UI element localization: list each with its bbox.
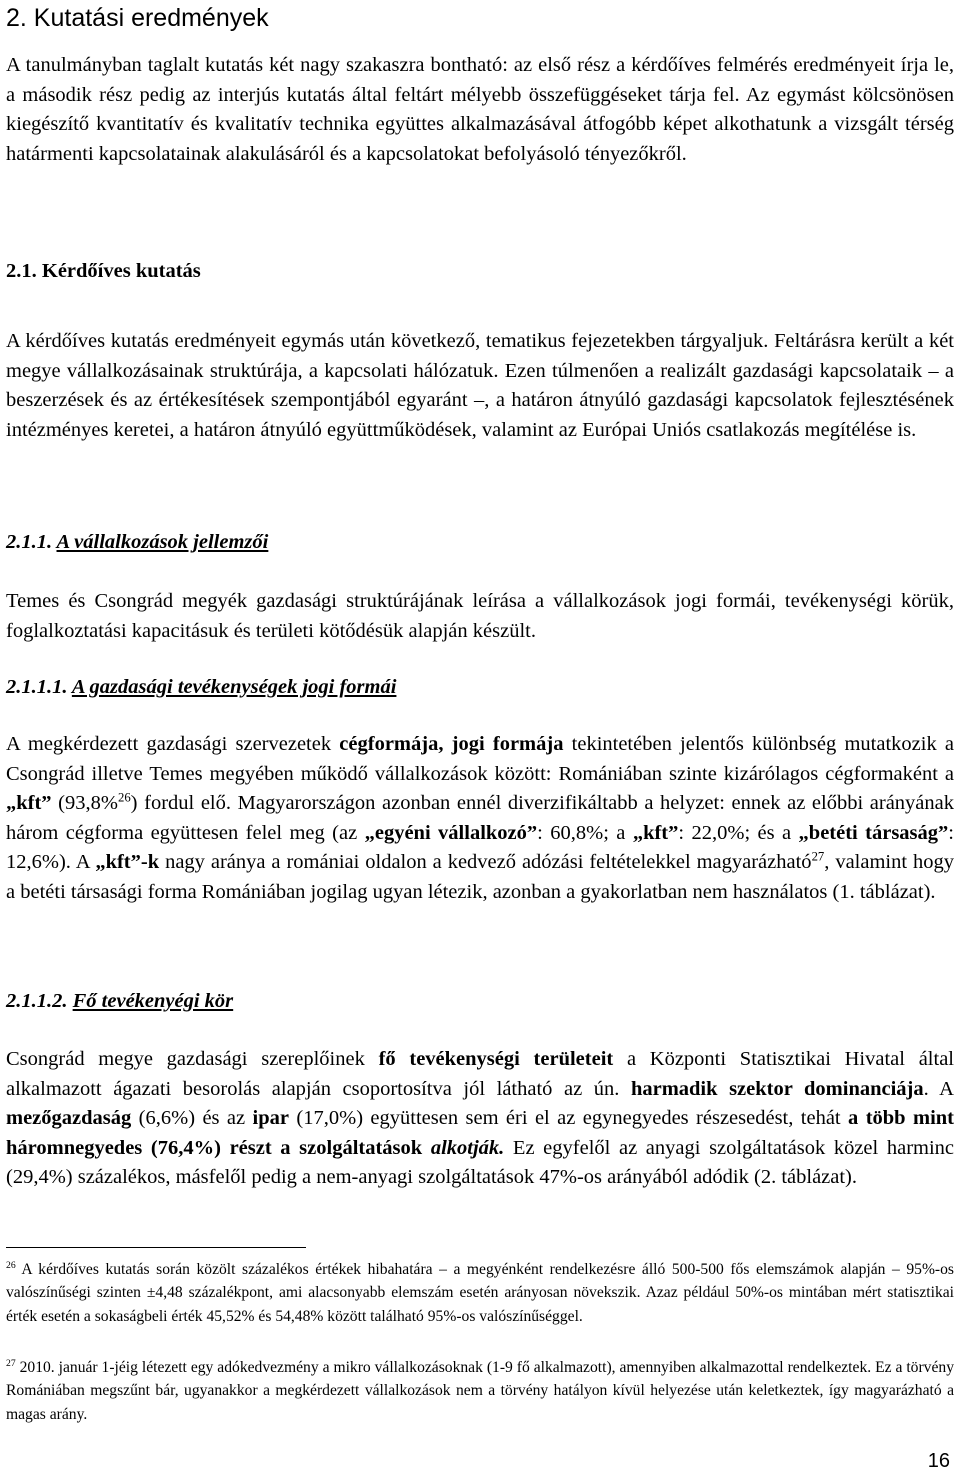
section-number: 2.1.1.: [6, 531, 53, 553]
emphasis: ipar: [252, 1107, 289, 1129]
section-heading-2-1-1-2: [6, 987, 954, 1017]
footnote-ref-27: 27: [811, 849, 825, 864]
emphasis: „betéti társaság”: [798, 821, 949, 844]
emphasis: alkotják.: [430, 1136, 505, 1159]
footnote-26: [6, 1258, 954, 1328]
text-run: a Központi Statisztikai Hivatal által alkalmazott ágazati besorolás alapján csoportosítva jól látható az ún.: [6, 1048, 954, 1100]
emphasis: „kft”: [632, 821, 679, 844]
activity-paragraph: [6, 1045, 954, 1193]
footnote-text: A kérdőíves kutatás során közölt százalékos értékek hibahatára – a megyénként rendelkezésre álló 500-500 fős elemszámok alapján – 95%-os valószínűségi szinten ±4,48 százalékpont, ami alacsonyabb elemszám esetén arányosan növekszik. Azaz például 50%-os mintában mért statisztikai érték esetén a sokaságbeli érték 45,52% és 54,48% között található 95%-os valószínűséggel.: [6, 1261, 954, 1325]
emphasis: „kft”: [6, 792, 52, 814]
text-run: : 60,8%; a: [537, 821, 633, 844]
emphasis: harmadik szektor dominanciája: [630, 1077, 924, 1100]
section-number: 2.1.1.1.: [6, 676, 68, 698]
text-run: (17,0%) együttesen sem éri el az egynegyedes részesedést, tehát: [289, 1107, 849, 1129]
section-title: A vállalkozások jellemzői: [56, 531, 269, 553]
text-run: . A: [923, 1077, 954, 1100]
text-run: Csongrád megye gazdasági szereplőinek: [6, 1048, 379, 1070]
main-heading: 2. Kutatási eredmények: [6, 4, 269, 32]
footnote-mark: 26: [6, 1260, 16, 1272]
section-number: 2.1.1.2.: [6, 990, 68, 1012]
section-2-1-1-paragraph: Temes és Csongrád megyék gazdasági struktúrájának leírása a vállalkozások jogi formái, tevékenységi körük, foglalkoztatási kapacitásuk és területi kötődésük alapján készült.: [6, 590, 954, 642]
text-run: (6,6%) és az: [131, 1107, 253, 1129]
legal-forms-paragraph: [6, 730, 954, 907]
text-run: (93,8%: [51, 792, 118, 814]
section-heading-2-1: 2.1. Kérdőíves kutatás: [6, 260, 201, 282]
text-run: ) fordul elő. Magyarországon azonban ennél diverzifikáltabb a helyzet: ennek az előbbi arányának három cégforma együttesen felel meg (az: [6, 792, 955, 844]
text-run: Ez egyfelől az anyagi szolgáltatások közel harminc (29,4%) százalékos, másfelől pedig a nem-anyagi szolgáltatások 47%-os arányából adódik (2. táblázat).: [6, 1136, 955, 1188]
text-run: , valamint hogy a betéti társasági forma Romániában jogilag ugyan létezik, azonban a gyakorlatban nem használatos (1. táblázat).: [6, 851, 954, 903]
emphasis: mezőgazdaság: [6, 1107, 132, 1129]
footnote-ref-26: 26: [117, 790, 131, 805]
section-title: Fő tevékenyégi kör: [72, 990, 234, 1012]
page-number: 16: [927, 1450, 950, 1472]
emphasis: cégformája, jogi formája: [339, 733, 564, 755]
footnote-27: [6, 1356, 954, 1426]
intro-paragraph: A tanulmányban taglalt kutatás két nagy szakaszra bontható: az első rész a kérdőíves felmérés eredményeit írja le, a második rész pedig az interjús kutatás által feltárt mélyebb összefüggéseket tárja fel. Az egymást kölcsönösen kiegészítő kvantitatív és kvalitatív technika együttes alkalmazásával átfogóbb képet alkothatunk a vizsgált térség határmenti kapcsolatainak alakulásáról és a kapcsolatokat befolyásoló tényezőkről.: [6, 54, 954, 165]
footnote-separator: [6, 1247, 306, 1248]
emphasis: fő tevékenységi területeit: [378, 1048, 614, 1070]
emphasis: „kft”-k: [95, 851, 160, 873]
text-run: : 12,6%). A: [6, 821, 954, 873]
footnote-text: 2010. január 1-jéig létezett egy adókedvezmény a mikro vállalkozásoknak (1-9 fő alkalmazott), amennyiben alkalmazottal rendelkeztek. Ez a törvény Romániában megszűnt bár, ugyanakkor a megkérdezett vállalkozások nem a törvény hatályon kívül helyezése után keletkeztek, így magyarázható a magas arány.: [6, 1359, 954, 1423]
emphasis: „egyéni vállalkozó”: [364, 821, 538, 844]
text-run: [422, 1137, 431, 1159]
text-run: : 22,0%; és a: [678, 821, 799, 844]
text-run: nagy aránya a romániai oldalon a kedvező adózási feltételekkel magyarázható: [159, 851, 812, 873]
section-2-1-paragraph: A kérdőíves kutatás eredményeit egymás után következő, tematikus fejezetekben tárgyaljuk. Feltárásra került a két megye vállalkozásainak struktúrája, a kapcsolati hálózatuk. Ezen túlmenően a realizált gazdasági kapcsolataik – a beszerzések és az értékesítések szempontjából egyaránt –, a határon átnyúló gazdasági kapcsolatok fejlesztésének intézményes keretei, a határon átnyúló együttműködések, valamint az Európai Uniós csatlakozás megítélése is.: [6, 330, 954, 441]
footnote-mark: 27: [6, 1358, 16, 1370]
text-run: A megkérdezett gazdasági szervezetek: [6, 733, 340, 755]
section-heading-2-1-1-1: [6, 673, 954, 703]
section-title: A gazdasági tevékenységek jogi formái: [71, 676, 397, 698]
text-run: tekintetében jelentős különbség mutatkozik a Csongrád illetve Temes megyében működő vállalkozások között: Romániában szinte kizárólagos cégformaként a: [6, 733, 954, 785]
emphasis: a több mint háromnegyedes (76,4%) részt a szolgáltatások: [6, 1107, 954, 1159]
section-heading-2-1-1: [6, 528, 954, 558]
